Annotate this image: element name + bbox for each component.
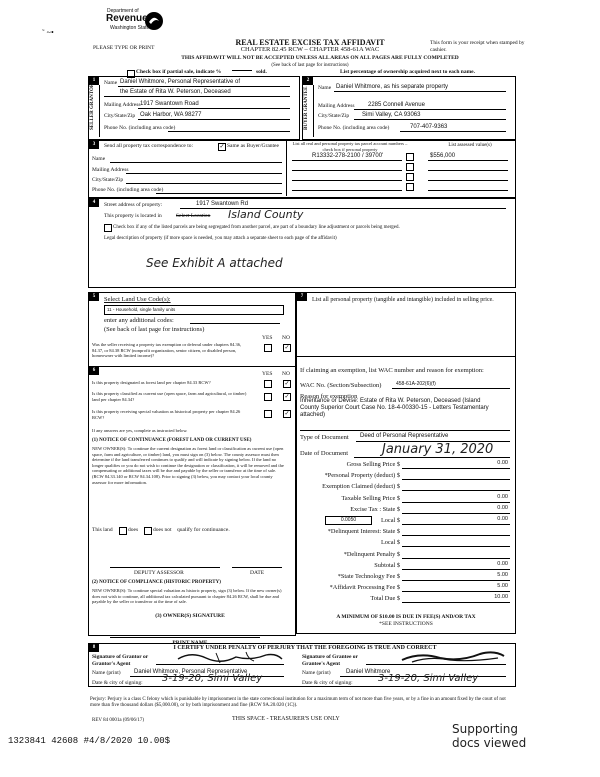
buyer-side-label: BUYER GRANTEE	[304, 86, 309, 130]
assessed-header: List assessed value(s)	[448, 143, 492, 148]
grantor-date[interactable]: 3-19-20, Simi Valley	[162, 673, 263, 684]
perjury-note: Perjury: Perjury is a class C felony which is punishable by imprisonment in the state correctional institution for a maximum term of not more than five years, or by a fine in an amount fixed by the court of not more than five thousand dollars ($5,000.00), or by both imprisonment and fine (RCW 9A.20.020 (1C)).	[90, 697, 506, 708]
does-checkbox[interactable]	[119, 527, 127, 535]
corr-city-label: City/State/Zip	[92, 177, 124, 183]
q2-yes-checkbox[interactable]	[264, 380, 272, 388]
calc-label: Taxable Selling Price $	[341, 495, 400, 502]
grantee-date-label: Date & city of signing:	[302, 680, 353, 686]
calc-line	[402, 468, 510, 469]
no-header-2: NO	[282, 371, 290, 377]
notice1-title: (1) NOTICE OF CONTINUANCE (FOREST LAND OR CURRENT USE)	[92, 438, 252, 443]
grantee-date[interactable]: 3-19-20, Simi Valley	[378, 673, 479, 684]
calc-value[interactable]: 0.00	[497, 460, 508, 466]
land-use-label: Select Land Use Code(s):	[104, 296, 171, 303]
notice2-body: NEW OWNER(S): To continue special valuation as historic property, sign (3) below. If the new owner(s) does not wish to continue, all additional tax calculated pursuant to chapter 84.26 RCW, shall be due and payable by the seller or transferor at the time of sale.	[92, 588, 282, 605]
grantor-sig-label: Signature of Grantor or Grantor's Agent	[92, 654, 149, 667]
no-header-1: NO	[282, 335, 290, 341]
calc-value[interactable]: 5.00	[497, 572, 508, 578]
calc-value[interactable]: 10.00	[494, 594, 508, 600]
select-location[interactable]: Select Location	[176, 213, 211, 219]
wac-label: WAC No. (Section/Subsection)	[300, 382, 382, 389]
grantee-sig-label: Signature of Grantee or Grantee's Agent	[302, 654, 358, 667]
q3-text: Is this property classified as current use (open space, farm and agricultural, or timber) land per chapter 84.34?	[92, 391, 247, 402]
calc-line	[402, 524, 510, 525]
calc-line	[402, 580, 510, 581]
corr-name-label: Name	[92, 156, 106, 162]
q2-text: Is this property designated as forest land per chapter 84.33 RCW?	[92, 380, 211, 385]
calc-label: Local $	[380, 517, 400, 524]
calc-label: Exemption Claimed (deduct) $	[322, 483, 400, 490]
calc-value[interactable]: 0.00	[497, 494, 508, 500]
calc-line	[402, 569, 510, 570]
section-6-marker: 6	[89, 367, 99, 375]
notice2-title: (2) NOTICE OF COMPLIANCE (HISTORIC PROPERTY)	[92, 580, 221, 585]
if-yes-note: If any answers are yes, complete as instructed below.	[92, 428, 188, 433]
seller-city[interactable]: Oak Harbor, WA 98277	[140, 112, 202, 118]
located-label: This property is located in	[104, 213, 162, 219]
seller-phone-label: Phone No. (including area code)	[104, 125, 176, 131]
yes-header-2: YES	[262, 371, 273, 377]
section-2-marker: 2	[303, 77, 313, 85]
seller-name-line1[interactable]: Daniel Whitmore, Personal Representative of	[120, 79, 241, 85]
treasurer-use: THIS SPACE - TREASURER'S USE ONLY	[232, 716, 340, 722]
grantor-signature[interactable]	[176, 649, 286, 665]
additional-codes-label: enter any additional codes:	[104, 317, 174, 324]
calc-label: Gross Selling Price $	[346, 461, 400, 468]
receipt-note: This form is your receipt when stamped by cashier.	[430, 40, 525, 53]
reason-label: Reason for exemption	[300, 393, 358, 400]
please-type: PLEASE TYPE OR PRINT	[93, 45, 155, 51]
corr-phone-label: Phone No. (including area code)	[92, 187, 164, 193]
minimum-note: A MINIMUM OF $10.00 IS DUE IN FEE(S) AND/OR TAX	[336, 614, 476, 620]
same-as-buyer-label: Same as Buyer/Grantee	[227, 143, 279, 149]
calc-label: Excise Tax : State $	[350, 506, 400, 513]
q4-yes-checkbox[interactable]	[264, 410, 272, 418]
buyer-name[interactable]: Daniel Whitmore, as his separate property	[336, 84, 449, 90]
owner-signature-label: (3) OWNER(S) SIGNATURE	[155, 613, 225, 619]
street-value[interactable]: 1917 Swantown Rd	[196, 201, 249, 207]
buyer-mailing-label: Mailing Address	[318, 103, 355, 109]
q3-yes-checkbox[interactable]	[264, 393, 272, 401]
reason-value[interactable]: Inheritance or Devise: Estate of Rita W. Peterson, Deceased (Island County Superior Court Case No. 18-4-00330-15 - Letters Testamentary attached)	[300, 398, 489, 418]
grantor-name-label: Name (print)	[92, 670, 121, 676]
this-land-label: This land	[92, 527, 113, 533]
does-not-checkbox[interactable]	[144, 527, 152, 535]
buyer-phone-label: Phone No. (including area code)	[318, 125, 390, 131]
section-4-marker: 4	[89, 199, 99, 207]
does-not-label: does not	[153, 527, 172, 533]
parcel-number[interactable]: R13332-278-2100 / 39700'	[312, 153, 384, 159]
form-title: REAL ESTATE EXCISE TAX AFFIDAVIT	[235, 38, 385, 47]
personal-property-checkbox-4[interactable]	[406, 183, 414, 191]
land-use-code-select[interactable]: 11 - Household, single family units	[104, 305, 284, 315]
corr-mailing-label: Mailing Address	[92, 167, 129, 173]
calc-label: *Delinquent Interest: State $	[327, 528, 400, 535]
rev-number: REV 84 0001a (09/06/17)	[92, 718, 144, 723]
date-label: DATE	[250, 570, 265, 576]
personal-property-checkbox-1[interactable]	[406, 153, 414, 161]
section-8-marker: 8	[89, 644, 99, 652]
personal-property-checkbox-2[interactable]	[406, 163, 414, 171]
buyer-phone[interactable]: 707-407-9363	[410, 124, 448, 130]
calc-value[interactable]: 0.00	[497, 505, 508, 511]
print-name-label: PRINT NAME	[172, 640, 208, 646]
q1-no-checkbox[interactable]: ✓	[284, 345, 290, 351]
legal-label: Legal description of property (if more space is needed, you may attach a separate sheet to each page of the affidavit)	[104, 236, 337, 241]
calc-value[interactable]: 5.00	[497, 583, 508, 589]
instructions-note: (See back of last page for instructions)	[271, 63, 349, 68]
calc-label: Local $	[380, 539, 400, 546]
doc-type-label: Type of Document	[300, 434, 349, 441]
grantee-signature[interactable]	[400, 648, 508, 666]
calc-line	[402, 558, 510, 559]
calc-label: *Affidavit Processing Fee $	[329, 584, 400, 591]
qualify-label: qualify for continuance.	[177, 527, 230, 533]
local-rate-input[interactable]: 0.0050	[325, 516, 372, 525]
partial-sale-label: Check box if partial sale, indicate %	[136, 69, 222, 75]
segregated-note: Check box if any of the listed parcels are being segregated from another parcel, are part of a boundary line adjustment or parcels being merged.	[113, 225, 400, 230]
buyer-city[interactable]: Simi Valley, CA 93063	[362, 112, 421, 118]
calc-line	[402, 479, 510, 480]
does-label: does	[128, 527, 139, 533]
personal-property-checkbox-3[interactable]	[406, 173, 414, 181]
q1-yes-checkbox[interactable]	[264, 344, 272, 352]
buyer-mailing[interactable]: 2285 Connell Avenue	[368, 102, 425, 108]
seller-side-label: SELLER GRANTOR	[90, 83, 95, 130]
see-back-label: (See back of last page for instructions)	[104, 326, 205, 333]
yes-header-1: YES	[262, 335, 273, 341]
calc-value[interactable]: 0.00	[497, 561, 508, 567]
list-percentage: List percentage of ownership acquired next to each name.	[340, 69, 475, 75]
seller-name-line2[interactable]: the Estate of Rita W. Peterson, Deceased	[120, 89, 231, 95]
corner-mark: ˜ ~•	[42, 28, 54, 37]
dept-line1: Department of	[107, 8, 139, 14]
q2-no-checkbox[interactable]: ✓	[284, 381, 290, 387]
q3-no-checkbox[interactable]: ✓	[284, 394, 290, 400]
seller-name-label: Name	[104, 80, 118, 86]
form-notice: THIS AFFIDAVIT WILL NOT BE ACCEPTED UNLESS ALL AREAS ON ALL PAGES ARE FULLY COMPLETED	[181, 55, 459, 61]
dept-logo	[106, 8, 166, 42]
section-7-marker: 7	[297, 293, 307, 301]
q4-text: Is this property receiving special valuation as historical property per chapter 84.26 RCW?	[92, 409, 241, 420]
calc-value[interactable]: 0.00	[497, 516, 508, 522]
grantee-name[interactable]: Daniel Whitmore	[346, 669, 391, 675]
deputy-assessor-label: DEPUTY ASSESSOR	[134, 570, 184, 576]
buyer-city-label: City/State/Zip	[318, 113, 350, 119]
grantor-date-label: Date & city of signing:	[92, 680, 143, 686]
see-instructions: *SEE INSTRUCTIONS	[379, 621, 433, 627]
dept-state: Washington State	[110, 25, 150, 31]
recording-stamp: 1323841 42608 #4/8/2020 10.00$	[8, 736, 171, 746]
dept-name: Revenue	[106, 13, 148, 24]
calc-label: Subtotal $	[374, 562, 400, 569]
section-3-marker: 3	[89, 141, 99, 149]
calc-line	[402, 591, 510, 592]
grantee-name-label: Name (print)	[302, 670, 331, 676]
tax-corr-label: Send all property tax correspondence to:	[104, 143, 194, 149]
calc-line	[402, 513, 510, 514]
section-5-marker: 5	[89, 293, 99, 301]
doc-date-label: Date of Document	[300, 450, 349, 457]
wac-value[interactable]: 458-61A-202(6)(f)	[396, 381, 436, 387]
parcel-header: List all real and personal property tax parcel account numbers – check box if personal property	[292, 141, 408, 152]
calc-line	[402, 490, 510, 491]
street-label: Street address of property:	[104, 202, 163, 208]
personal-property-label: List all personal property (tangible and intangible) included in selling price.	[312, 297, 494, 303]
seller-city-label: City/State/Zip	[104, 113, 136, 119]
doc-date-value[interactable]: January 31, 2020	[382, 442, 494, 457]
seller-mailing[interactable]: 1917 Swantown Road	[140, 101, 199, 107]
sold-label: sold.	[256, 69, 267, 75]
calc-line	[402, 546, 510, 547]
section-1-marker: 1	[89, 77, 99, 85]
grantor-name[interactable]: Daniel Whitmore, Personal Representative	[134, 669, 248, 675]
calc-label: Total Due $	[370, 595, 400, 602]
county-handwritten[interactable]: Island County	[228, 208, 304, 221]
calc-line	[402, 602, 510, 603]
doc-type-value[interactable]: Deed of Personal Representative	[360, 433, 449, 439]
certify-statement: I CERTIFY UNDER PENALTY OF PERJURY THAT THE FOREGOING IS TRUE AND CORRECT	[173, 645, 437, 651]
calc-label: *State Technology Fee $	[337, 573, 400, 580]
notice1-body: NEW OWNER(S): To continue the current designation as forest land or classification as current use (open space, farm and agriculture, or timber) land, you must sign on (3) below. The county assessor must then determine if the land transferred continues to qualify and will indicate by signing below. If the land no longer qualifies or you do not wish to continue the designation or classification, it will be removed and the compensating or additional taxes will be due and payable by the seller or transferor at the time of sale. (RCW 84.33.140 or RCW 84.34.108). Prior to signing (3) below, you may contact your local county assessor for more information.	[92, 446, 284, 485]
calc-label: *Personal Property (deduct) $	[324, 472, 400, 479]
assessed-value[interactable]: $556,000	[430, 153, 456, 159]
calc-line	[402, 502, 510, 503]
calc-line	[402, 535, 510, 536]
buyer-name-label: Name	[318, 85, 332, 91]
form-subtitle: CHAPTER 82.45 RCW – CHAPTER 458-61A WAC	[240, 46, 380, 53]
seller-mailing-label: Mailing Address	[104, 102, 141, 108]
q4-no-checkbox[interactable]: ✓	[284, 411, 290, 417]
exemption-claim-label: If claiming an exemption, list WAC number and reason for exemption:	[300, 367, 484, 374]
same-as-buyer-checkbox[interactable]: ✓	[219, 144, 225, 150]
legal-description[interactable]: See Exhibit A attached	[146, 256, 283, 270]
supporting-docs-note: Supporting docs viewed	[452, 722, 527, 750]
q1-text: Was the seller receiving a property tax exemption or deferral under chapters 84.36, 84.37, or 84.38 RCW (nonprofit organization, senior citizen, or disabled person, homeowner with limited income)?	[92, 342, 242, 358]
segregated-checkbox[interactable]	[104, 224, 112, 232]
calc-label: *Delinquent Penalty $	[343, 551, 400, 558]
